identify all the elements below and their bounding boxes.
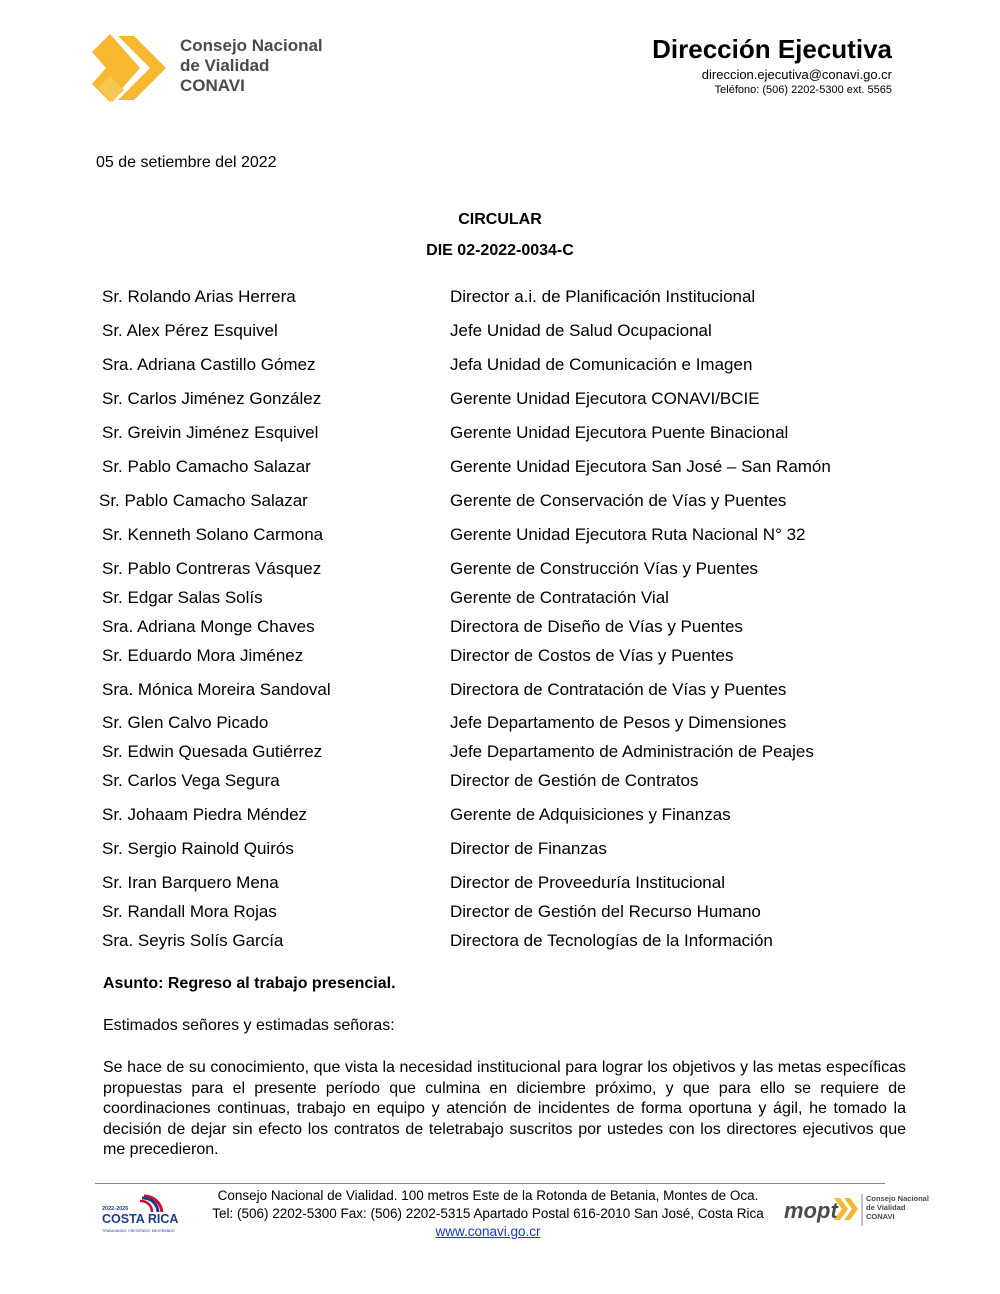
logo-line: Consejo Nacional xyxy=(180,36,323,55)
footer-website-link[interactable]: www.conavi.go.cr xyxy=(435,1224,541,1239)
recipient-name: Sr. Johaam Piedra Méndez xyxy=(102,805,308,824)
costa-rica-logo xyxy=(98,1190,190,1238)
recipient-name: Sr. Randall Mora Rojas xyxy=(102,902,277,921)
recipient-name: Sr. Sergio Rainold Quirós xyxy=(102,839,294,858)
body-paragraph: Se hace de su conocimiento, que vista la necesidad institucional para lograr los objetivos y las metas específicas propuestas para el presente período que culmina en diciembre próximo, y que para ello se requiere de coordinaciones continuas, trabajo en equipo y atención de incidentes de forma oportuna y ágil, he tomado la decisión de dejar sin efecto los contratos de teletrabajo suscritos por ustedes con los directores ejecutivos que me precedieron. xyxy=(103,1059,906,1158)
recipient-name: Sr. Iran Barquero Mena xyxy=(102,873,279,892)
recipient-name: Sra. Mónica Moreira Sandoval xyxy=(102,680,331,699)
recipient-name: Sra. Adriana Monge Chaves xyxy=(102,617,315,636)
header-phone: Teléfono: (506) 2202-5300 ext. 5565 xyxy=(714,84,892,96)
recipient-role: Jefe Unidad de Salud Ocupacional xyxy=(450,321,712,340)
recipient-name: Sr. Rolando Arias Herrera xyxy=(102,287,296,306)
recipient-role: Directora de Diseño de Vías y Puentes xyxy=(450,617,743,636)
recipient-name: Sra. Adriana Castillo Gómez xyxy=(102,355,316,374)
recipient-role: Director de Costos de Vías y Puentes xyxy=(450,646,734,665)
circular-label: CIRCULAR xyxy=(458,211,542,228)
recipient-name: Sr. Greivin Jiménez Esquivel xyxy=(102,423,319,442)
circular-number: DIE 02-2022-0034-C xyxy=(426,242,574,259)
recipient-role: Gerente Unidad Ejecutora Ruta Nacional N° 32 xyxy=(450,525,806,544)
greeting: Estimados señores y estimadas señoras: xyxy=(103,1017,395,1034)
conavi-logo-text xyxy=(180,36,323,96)
footer-address: Consejo Nacional de Vialidad. 100 metros Este de la Rotonda de Betania, Montes de Oca. xyxy=(217,1188,759,1203)
recipient-name: Sr. Carlos Vega Segura xyxy=(102,771,280,790)
conavi-logo-mark xyxy=(88,26,176,110)
recipient-role: Director de Finanzas xyxy=(450,839,607,858)
footer-contact: Tel: (506) 2202-5300 Fax: (506) 2202-5315 Apartado Postal 616-2010 San José, Costa Rica xyxy=(212,1206,764,1221)
recipient-role: Jefa Unidad de Comunicación e Imagen xyxy=(450,355,753,374)
recipient-name: Sr. Pablo Camacho Salazar xyxy=(102,457,311,476)
mopt-conavi-line: de Vialidad xyxy=(866,1203,906,1212)
cr-slogan: TRABAJANDO, CRECIENDO, MEJORANDO xyxy=(102,1229,175,1233)
recipient-name: Sra. Seyris Solís García xyxy=(102,931,284,950)
recipient-name: Sr. Kenneth Solano Carmona xyxy=(102,525,324,544)
recipient-role: Jefe Departamento de Administración de Peajes xyxy=(450,742,814,761)
recipient-role: Director de Gestión de Contratos xyxy=(450,771,699,790)
recipient-name: Sr. Eduardo Mora Jiménez xyxy=(102,646,304,665)
recipient-role: Gerente Unidad Ejecutora San José – San Ramón xyxy=(450,457,831,476)
recipient-name: Sr. Edwin Quesada Gutiérrez xyxy=(102,742,323,761)
cr-years: 2022-2026 xyxy=(102,1206,129,1212)
recipient-name: Sr. Alex Pérez Esquivel xyxy=(102,321,278,340)
header-email[interactable]: direccion.ejecutiva@conavi.go.cr xyxy=(701,67,892,82)
recipient-name: Sr. Glen Calvo Picado xyxy=(102,713,269,732)
recipient-name: Sr. Pablo Camacho Salazar xyxy=(99,491,308,510)
recipient-name: Sr. Pablo Contreras Vásquez xyxy=(102,559,322,578)
recipient-role: Gerente de Conservación de Vías y Puentes xyxy=(450,491,787,510)
recipient-role: Jefe Departamento de Pesos y Dimensiones xyxy=(450,713,787,732)
footer-text xyxy=(210,1187,766,1241)
header-title: Dirección Ejecutiva xyxy=(652,34,892,64)
logo-line: de Vialidad xyxy=(180,56,270,75)
recipient-role: Director de Gestión del Recurso Humano xyxy=(450,902,761,921)
footer-divider xyxy=(95,1183,885,1184)
logo-line: CONAVI xyxy=(180,76,245,95)
header-contact-block xyxy=(652,34,892,97)
recipient-role: Gerente de Construcción Vías y Puentes xyxy=(450,559,759,578)
recipient-role: Directora de Tecnologías de la Información xyxy=(450,931,773,950)
subject-line: Asunto: Regreso al trabajo presencial. xyxy=(103,975,396,992)
recipient-role: Director a.i. de Planificación Institucional xyxy=(450,287,756,306)
recipient-role: Director de Proveeduría Institucional xyxy=(450,873,725,892)
mopt-wordmark: mopt xyxy=(784,1198,838,1223)
cr-name: COSTA RICA xyxy=(102,1212,179,1226)
recipient-role: Gerente Unidad Ejecutora CONAVI/BCIE xyxy=(450,389,760,408)
recipient-name: Sr. Carlos Jiménez González xyxy=(102,389,322,408)
mopt-conavi-logo xyxy=(782,1190,929,1230)
recipient-role: Gerente Unidad Ejecutora Puente Binacional xyxy=(450,423,789,442)
recipient-name: Sr. Edgar Salas Solís xyxy=(102,588,263,607)
mopt-conavi-line: Consejo Nacional xyxy=(866,1194,929,1203)
recipient-role: Gerente de Adquisiciones y Finanzas xyxy=(450,805,731,824)
document-date: 05 de setiembre del 2022 xyxy=(96,154,277,171)
recipient-role: Gerente de Contratación Vial xyxy=(450,588,669,607)
mopt-conavi-line: CONAVI xyxy=(866,1212,895,1221)
recipient-role: Directora de Contratación de Vías y Puentes xyxy=(450,680,787,699)
